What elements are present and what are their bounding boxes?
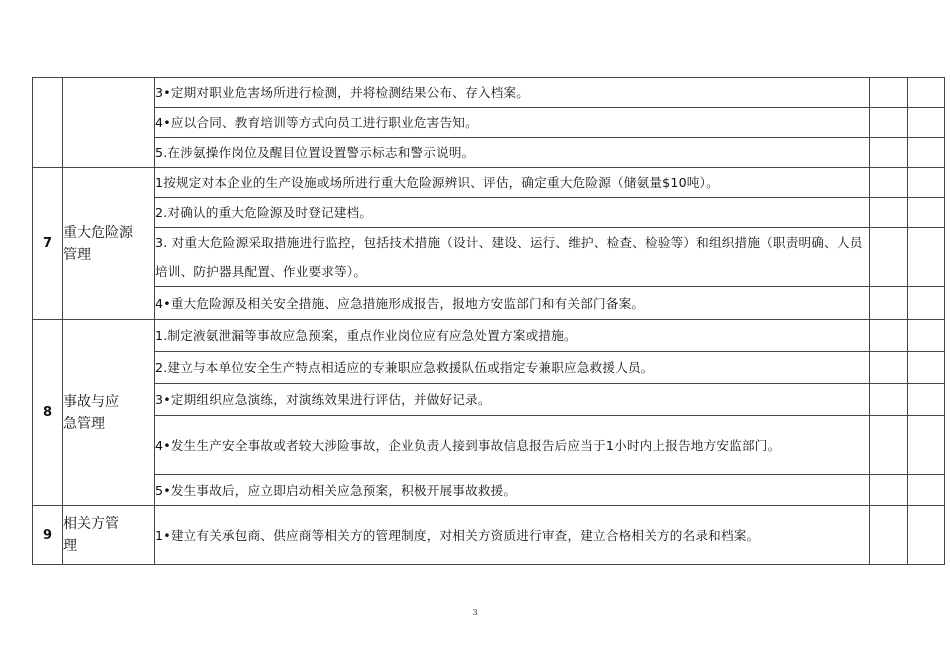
item-text: 3•定期对职业危害场所进行检测，并将检测结果公布、存入档案。 xyxy=(155,78,870,108)
table-row xyxy=(33,320,945,352)
check-cell[interactable] xyxy=(870,384,908,416)
check-cell[interactable] xyxy=(870,416,908,475)
check-cell[interactable] xyxy=(870,78,908,108)
table-row xyxy=(33,384,945,416)
item-text: 4•发生生产安全事故或者较大涉险事故，企业负责人接到事故信息报告后应当于1小时内上报告地方安监部门。 xyxy=(155,416,870,475)
check-cell[interactable] xyxy=(870,287,908,320)
remark-cell[interactable] xyxy=(908,138,945,168)
checklist-table xyxy=(32,77,945,565)
table-row xyxy=(33,475,945,506)
check-cell[interactable] xyxy=(870,352,908,384)
check-cell[interactable] xyxy=(870,320,908,352)
remark-cell[interactable] xyxy=(908,384,945,416)
section-category: 重大危险源 管理 xyxy=(63,168,155,320)
check-cell[interactable] xyxy=(870,506,908,565)
section-category xyxy=(63,78,155,168)
check-cell[interactable] xyxy=(870,228,908,287)
section-number: 7 xyxy=(33,168,63,320)
table-row xyxy=(33,108,945,138)
item-text: 1•建立有关承包商、供应商等相关方的管理制度，对相关方资质进行审查，建立合格相关方的名录和档案。 xyxy=(155,506,870,565)
check-cell[interactable] xyxy=(870,168,908,198)
page-number: 3 xyxy=(472,608,478,617)
item-text: 5.在涉氨操作岗位及醒目位置设置警示标志和警示说明。 xyxy=(155,138,870,168)
table-row xyxy=(33,352,945,384)
table-row xyxy=(33,168,945,198)
remark-cell[interactable] xyxy=(908,287,945,320)
remark-cell[interactable] xyxy=(908,506,945,565)
table-row xyxy=(33,287,945,320)
item-text: 1.制定液氨泄漏等事故应急预案，重点作业岗位应有应急处置方案或措施。 xyxy=(155,320,870,352)
section-category: 事故与应 急管理 xyxy=(63,320,155,506)
remark-cell[interactable] xyxy=(908,108,945,138)
remark-cell[interactable] xyxy=(908,352,945,384)
remark-cell[interactable] xyxy=(908,198,945,228)
item-text: 3•定期组织应急演练，对演练效果进行评估，并做好记录。 xyxy=(155,384,870,416)
remark-cell[interactable] xyxy=(908,416,945,475)
table-row xyxy=(33,228,945,287)
item-text: 5•发生事故后，应立即启动相关应急预案，积极开展事故救援。 xyxy=(155,475,870,506)
remark-cell[interactable] xyxy=(908,168,945,198)
remark-cell[interactable] xyxy=(908,320,945,352)
item-text: 4•应以合同、教育培训等方式向员工进行职业危害告知。 xyxy=(155,108,870,138)
item-text: 2.对确认的重大危险源及时登记建档。 xyxy=(155,198,870,228)
check-cell[interactable] xyxy=(870,108,908,138)
section-number xyxy=(33,78,63,168)
table-row xyxy=(33,506,945,565)
table-row xyxy=(33,416,945,475)
check-cell[interactable] xyxy=(870,198,908,228)
section-number: 9 xyxy=(33,506,63,565)
remark-cell[interactable] xyxy=(908,475,945,506)
check-cell[interactable] xyxy=(870,475,908,506)
item-text: 3. 对重大危险源采取措施进行监控，包括技术措施（设计、建设、运行、维护、检查、检验等）和组织措施（职责明确、人员培训、防护器具配置、作业要求等）。 xyxy=(155,228,870,287)
remark-cell[interactable] xyxy=(908,228,945,287)
item-text: 4•重大危险源及相关安全措施、应急措施形成报告，报地方安监部门和有关部门备案。 xyxy=(155,287,870,320)
item-text: 2.建立与本单位安全生产特点相适应的专兼职应急救援队伍或指定专兼职应急救援人员。 xyxy=(155,352,870,384)
table-row xyxy=(33,78,945,108)
remark-cell[interactable] xyxy=(908,78,945,108)
table-row xyxy=(33,138,945,168)
section-number: 8 xyxy=(33,320,63,506)
item-text: 1按规定对本企业的生产设施或场所进行重大危险源辨识、评估，确定重大危险源（储氨量$10吨）。 xyxy=(155,168,870,198)
section-category: 相关方管 理 xyxy=(63,506,155,565)
table-row xyxy=(33,198,945,228)
check-cell[interactable] xyxy=(870,138,908,168)
